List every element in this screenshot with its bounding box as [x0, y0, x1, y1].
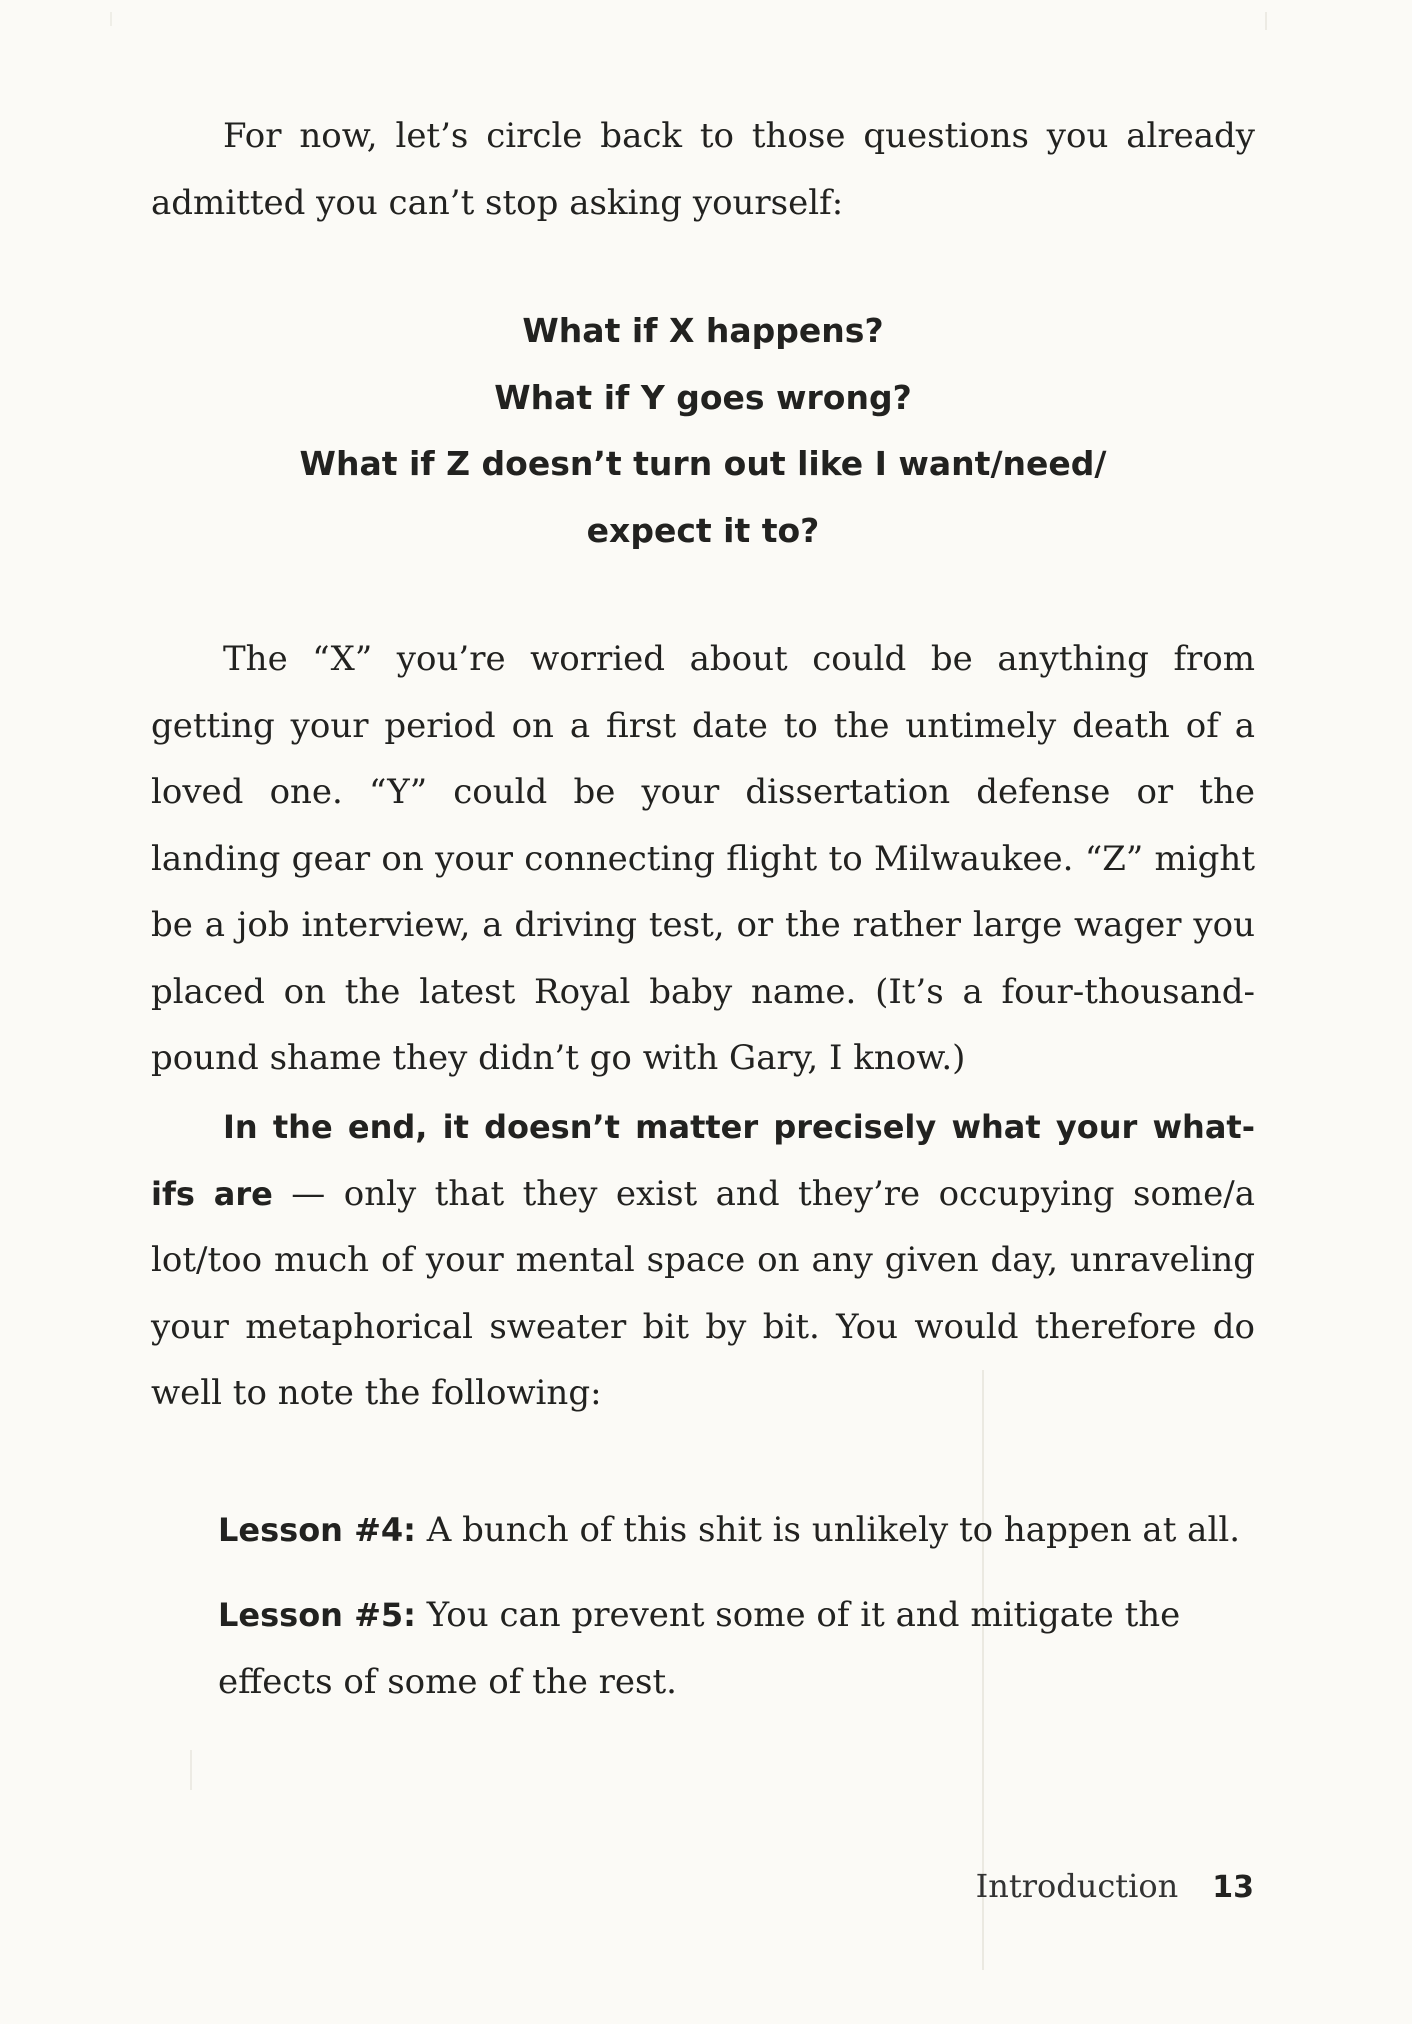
question-line: What if Z doesn’t turn out like I want/need/: [299, 444, 1107, 483]
paragraph-intro: For now, let’s circle back to those questions you already admitted you can’t stop asking yourself:: [151, 116, 1255, 223]
question-line: expect it to?: [586, 510, 820, 550]
question-line: What if Y goes wrong?: [494, 377, 912, 417]
questions-block: [151, 298, 1255, 564]
scan-crease: [190, 1750, 192, 1790]
paragraph-what-ifs: [151, 1094, 1255, 1427]
bold-lead-in: In the end, it doesn’t matter precisely what your what-ifs are: [151, 1108, 1255, 1213]
lesson-label: Lesson #5:: [218, 1596, 416, 1634]
scan-crease: [1265, 12, 1267, 30]
paragraph-xyz: The “X” you’re worried about could be anything from getting your period on a first date to the untimely death of a loved one. “Y” could be your dissertation defense or the landing gear on your connecting flight to Milwaukee. “Z” might be a job interview, a driving test, or the rather large wager you placed on the latest Royal baby name. (It’s a four-thousand-pound shame they didn’t go with Gary, I know.): [151, 639, 1255, 1078]
paragraph-body: — only that they exist and they’re occupying some/a lot/too much of your mental space on any given day, unraveling your metaphorical sweater bit by bit. You would therefore do well to note the following:: [151, 1173, 1255, 1413]
scan-crease: [110, 12, 112, 26]
running-footer: [976, 1866, 1254, 1908]
lesson-5: [218, 1582, 1258, 1715]
lesson-label: Lesson #4:: [218, 1511, 416, 1549]
question-line: What if X happens?: [522, 311, 884, 350]
page-number: 13: [1212, 1870, 1254, 1905]
lesson-text: You can prevent some of it and mitigate the effects of some of the rest.: [218, 1595, 1181, 1702]
lesson-text: A bunch of this shit is unlikely to happen at all.: [415, 1510, 1241, 1550]
section-title: Introduction: [975, 1867, 1179, 1905]
lesson-4: [218, 1497, 1258, 1564]
